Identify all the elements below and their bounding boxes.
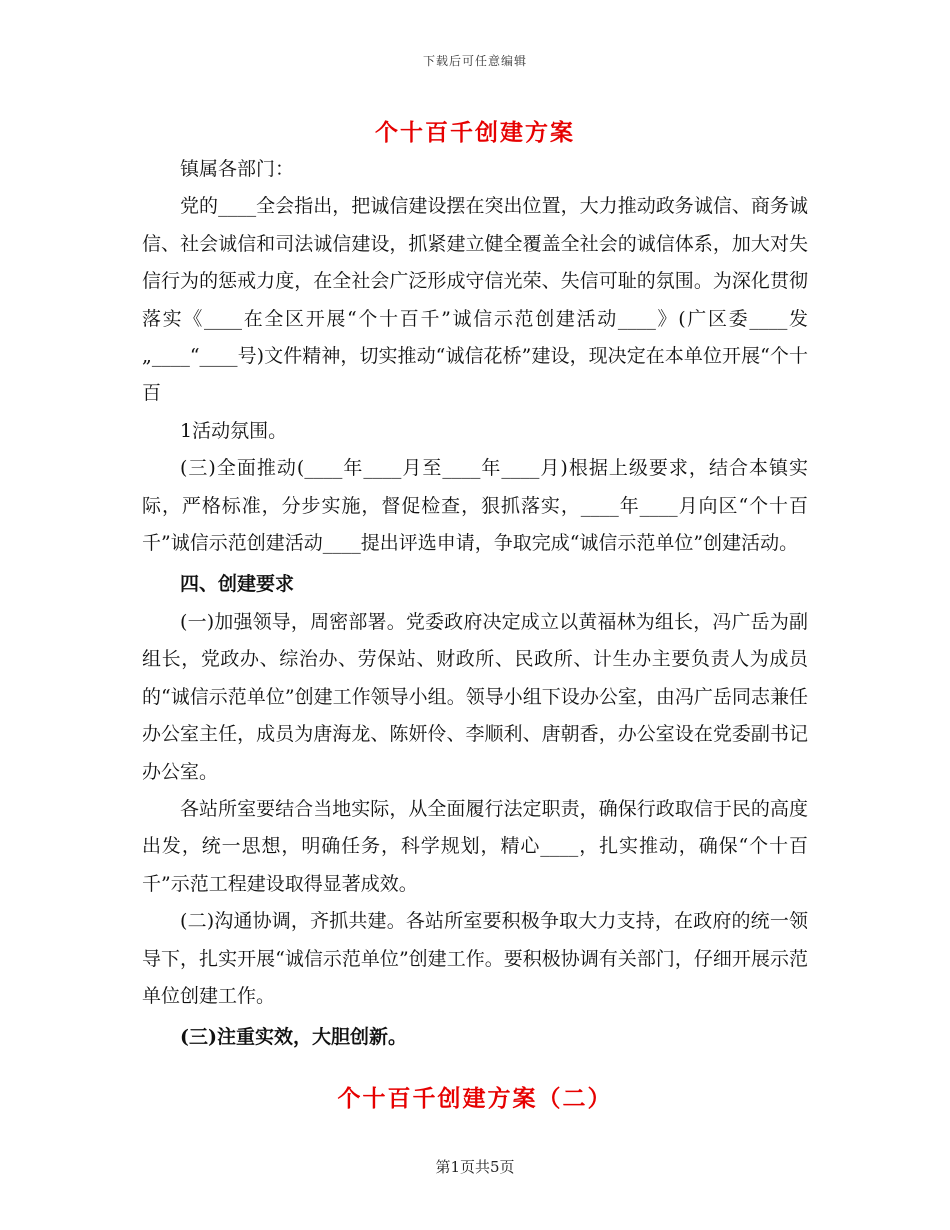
body-paragraph: 1活动氛围。	[180, 419, 288, 442]
page-header: 下载后可任意编辑	[422, 54, 527, 68]
page-footer: 第1页共5页	[435, 1158, 515, 1176]
document-body	[142, 151, 808, 1057]
section-title: 个十百千创建方案（二）	[337, 1085, 613, 1112]
body-paragraph: (一)加强领导，周密部署。党委政府决定成立以黄福林为组长，冯广岳为副组长，党政办、综治办、劳保站、财政所、民政所、计生办主要负责人为成员的“诚信示范单位”创建工作领导小组。领导小组下设办公室，由冯广岳同志兼任办公室主任，成员为唐海龙、陈妍伶、李顺利、唐朝香，办公室设在党委副书记办公室。	[142, 610, 808, 783]
section-heading: 四、创建要求	[180, 573, 295, 596]
body-paragraph: 党的____全会指出，把诚信建设摆在突出位置，大力推动政务诚信、商务诚信、社会诚信和司法诚信建设，抓紧建立健全覆盖全社会的诚信体系，加大对失信行为的惩戒力度，在全社会广泛形成守信光荣、失信可耻的氛围。为深化贯彻落实《____在全区开展“个十百千”诚信示范创建活动____》(广区委____发„____“____号)文件精神，切实推动“诚信花桥”建设，现决定在本单位开展“个十百	[142, 195, 808, 405]
body-paragraph: 各站所室要结合当地实际，从全面履行法定职责，确保行政取信于民的高度出发，统一思想，明确任务，科学规划，精心____，扎实推动，确保“个十百千”示范工程建设取得显著成效。	[142, 797, 808, 895]
body-paragraph: (二)沟通协调，齐抓共建。各站所室要积极争取大力支持，在政府的统一领导下，扎实开展“诚信示范单位”创建工作。要积极协调有关部门，仔细开展示范单位创建工作。	[142, 910, 808, 1007]
body-paragraph: (三)全面推动(____年____月至____年____月)根据上级要求，结合本镇实际，严格标准，分步实施，督促检查，狠抓落实，____年____月向区“个十百千”诚信示范创建活动____提出评选申请，争取完成“诚信示范单位”创建活动。	[142, 457, 808, 555]
body-paragraph: 镇属各部门：	[180, 158, 295, 180]
document-title: 个十百千创建方案	[375, 119, 575, 146]
section-heading: (三)注重实效，大胆创新。	[180, 1026, 407, 1049]
